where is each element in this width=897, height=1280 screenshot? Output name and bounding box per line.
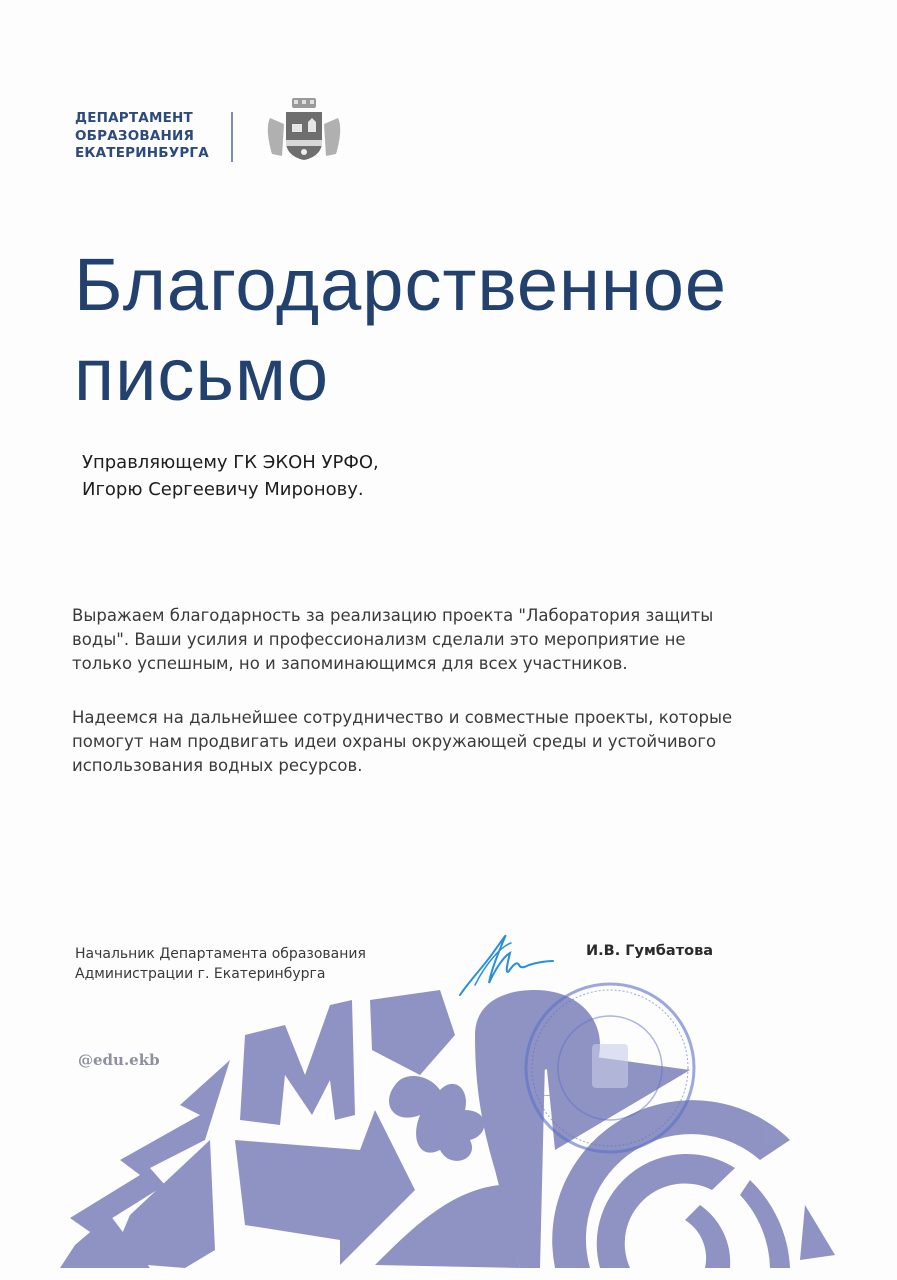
addressee <box>82 449 379 503</box>
document-title <box>74 240 727 420</box>
department-line-3: ЕКАТЕРИНБУРГА <box>75 145 209 161</box>
title-line-1: Благодарственное <box>74 243 728 326</box>
body-paragraph-1 <box>72 604 832 676</box>
addressee-line-1: Управляющему ГК ЭКОН УРФО, <box>82 452 379 473</box>
paragraph-line: помогут нам продвигать идеи охраны окружающей среды и устойчивого <box>72 732 717 751</box>
department-line-1: ДЕПАРТАМЕНТ <box>75 110 193 126</box>
addressee-line-2: Игорю Сергеевичу Миронову. <box>82 479 364 500</box>
signer-position-line-1: Начальник Департамента образования <box>75 946 366 962</box>
paragraph-line: использования водных ресурсов. <box>72 756 363 775</box>
title-line-2: письмо <box>74 333 329 416</box>
paragraph-line: Надеемся на дальнейшее сотрудничество и совместные проекты, которые <box>72 708 733 727</box>
paragraph-line: воды". Ваши усилия и профессионализм сделали это мероприятие не <box>72 630 686 649</box>
header-divider <box>231 112 233 162</box>
signer-position <box>75 944 366 984</box>
decorative-shapes <box>0 990 897 1280</box>
handwritten-signature <box>455 925 565 1000</box>
department-line-2: ОБРАЗОВАНИЯ <box>75 127 195 144</box>
social-handle: @edu.ekb <box>78 1051 160 1069</box>
signer-name: И.В. Гумбатова <box>586 943 714 959</box>
body-paragraph-2 <box>72 706 832 778</box>
paragraph-line: Выражаем благодарность за реализацию проекта "Лаборатория защиты <box>72 606 714 625</box>
signer-position-line-2: Администрации г. Екатеринбурга <box>75 966 326 982</box>
coat-of-arms-icon <box>262 96 346 166</box>
paragraph-line: только успешным, но и запоминающимся для всех участников. <box>72 654 628 673</box>
department-logo-text <box>75 110 209 163</box>
official-stamp <box>520 978 700 1158</box>
